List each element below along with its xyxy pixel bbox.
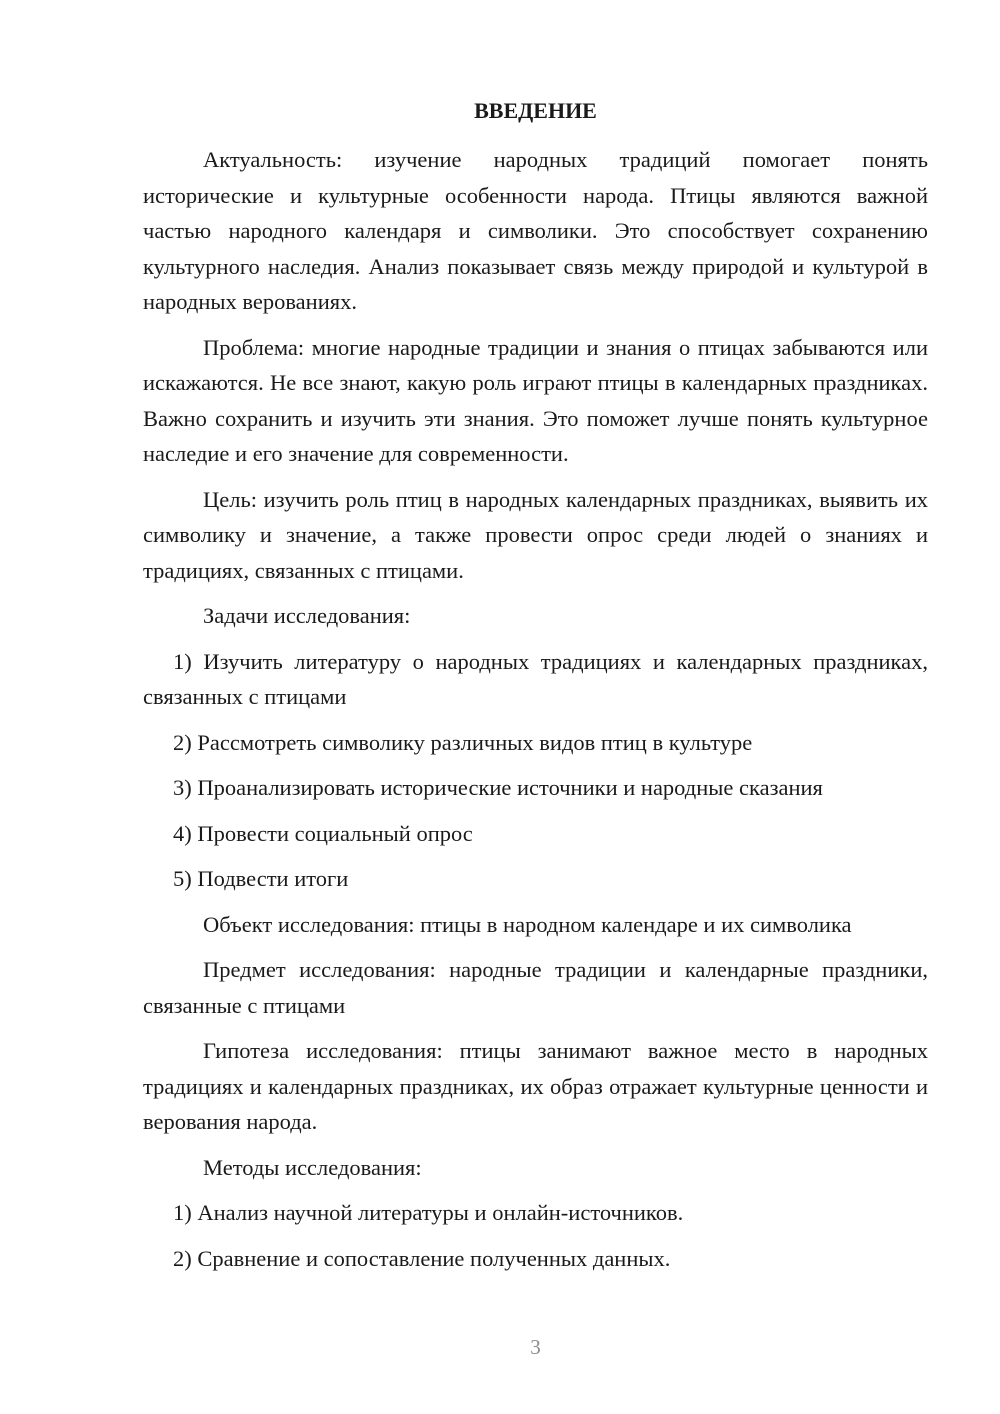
page-number: 3	[530, 1335, 541, 1359]
task-item: 1) Изучить литературу о народных традициях и календарных праздниках, связанных с птицами	[143, 648, 928, 709]
problem-paragraph: Проблема: многие народные традиции и знания о птицах забываются или искажаются. Не все знают, какую роль играют птицы в календарных праздниках. Важно сохранить и изучить эти знания. Это поможет лучше понять культурное наследие и его значение для современности.	[143, 334, 928, 466]
task-item: 3) Проанализировать исторические источники и народные сказания	[173, 775, 823, 800]
tasks-heading: Задачи исследования:	[203, 603, 411, 628]
task-item: 5) Подвести итоги	[173, 866, 349, 891]
document-page	[143, 0, 928, 1414]
relevance-paragraph: Актуальность: изучение народных традиций помогает понять исторические и культурные особенности народа. Птицы являются важной частью народного календаря и символики. Это способствует сохранению культурного наследия. Анализ показывает связь между природой и культурой в народных верованиях.	[143, 147, 928, 314]
document-body	[143, 142, 928, 1286]
method-item: 2) Сравнение и сопоставление полученных данных.	[173, 1245, 671, 1271]
method-item: 1) Анализ научной литературы и онлайн-источников.	[173, 1200, 684, 1225]
task-item: 4) Провести социальный опрос	[173, 820, 473, 846]
subject-paragraph: Предмет исследования: народные традиции и календарные праздники, связанные с птицами	[143, 957, 928, 1018]
methods-heading: Методы исследования:	[203, 1154, 422, 1180]
hypothesis-paragraph: Гипотеза исследования: птицы занимают важное место в народных традициях и календарных праздниках, их образ отражает культурные ценности и верования народа.	[143, 1038, 928, 1134]
object-paragraph: Объект исследования: птицы в народном календаре и их символика	[203, 911, 852, 937]
section-title: ВВЕДЕНИЕ	[474, 98, 597, 123]
goal-paragraph: Цель: изучить роль птиц в народных календарных праздниках, выявить их символику и значение, а также провести опрос среди людей о знаниях и традициях, связанных с птицами.	[143, 486, 928, 583]
task-item: 2) Рассмотреть символику различных видов птиц в культуре	[173, 729, 753, 755]
